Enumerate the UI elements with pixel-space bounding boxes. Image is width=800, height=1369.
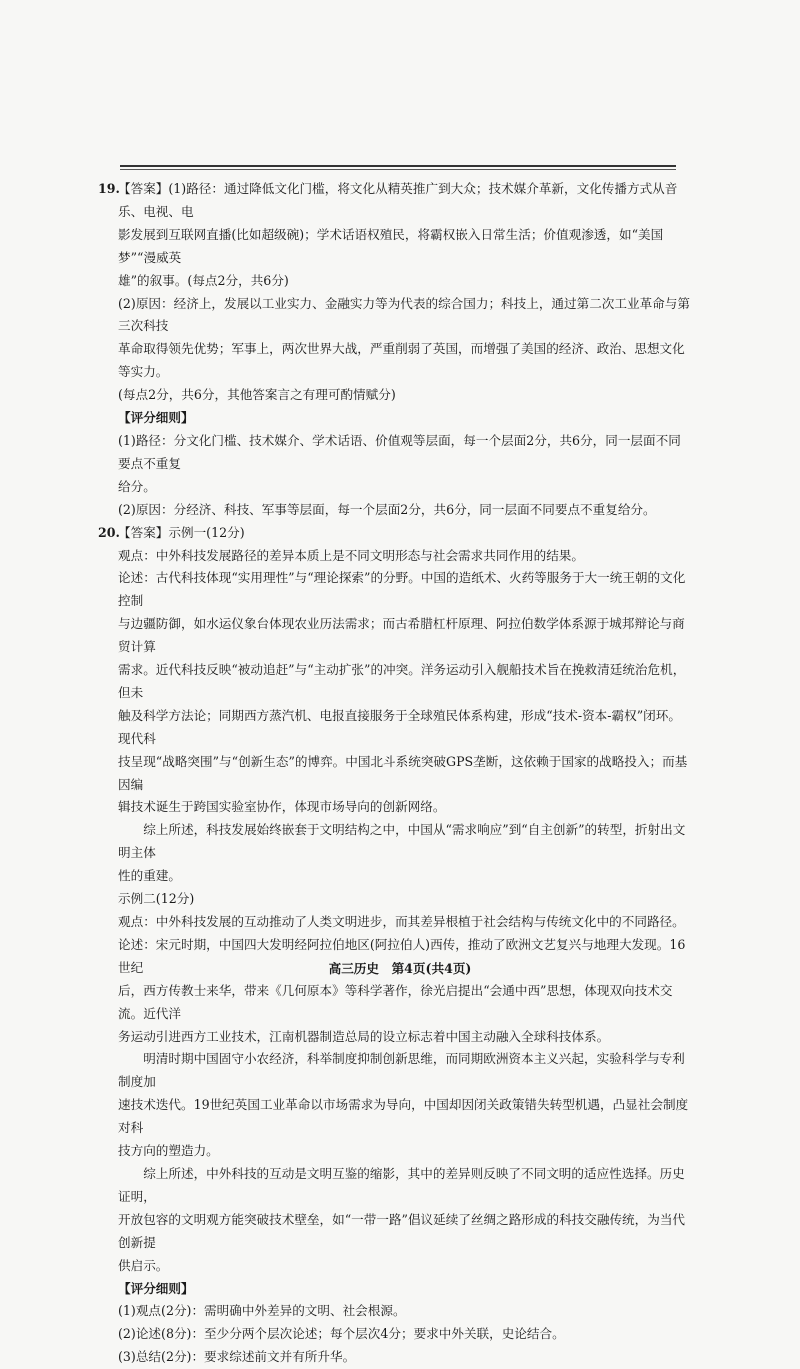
- page-footer: 高三历史 第4页(共4页): [328, 961, 472, 976]
- q20-ex2-summary-line-2: 开放包容的文明观方能突破技术壁垒，如“一带一路”倡议延续了丝绸之路形成的科技交融传统，为当代创新提: [118, 1211, 686, 1250]
- question-19: [98, 178, 690, 522]
- q20-ex1-summary-line-2: 性的重建。: [118, 868, 181, 884]
- q20-ex2-view: 观点：中外科技发展的互动推动了人类文明进步，而其差异根植于社会结构与传统文化中的不同路径。: [118, 914, 685, 929]
- q20-ex2-arg-line-3: 务运动引进西方工业技术，江南机器制造总局的设立标志着中国主动融入全球科技体系。: [118, 1028, 610, 1044]
- q20-ex2-arg-line-1: 论述：宋元时期，中国四大发明经阿拉伯地区(阿拉伯人)西传，推动了欧洲文艺复兴与地理大发现。16世纪: [118, 936, 686, 975]
- q20-number: 20.: [98, 524, 120, 540]
- q19-answer2-line-1: (2)原因：经济上，发展以工业实力、金融实力等为代表的综合国力；科技上，通过第二次工业革命与第三次科技: [118, 295, 690, 334]
- q20-ex2-summary-line-1: 综上所述，中外科技的互动是文明互鉴的缩影，其中的差异则反映了不同文明的适应性选择。历史证明，: [118, 1165, 685, 1204]
- q19-rubric1-line-2: 给分。: [118, 478, 156, 494]
- q20-ex1-arg-line-5: 技呈现“战略突围”与“创新生态”的博弈。中国北斗系统突破GPS垄断，这依赖于国家的战略投入；而基因编: [118, 753, 688, 792]
- question-20: [98, 522, 690, 1369]
- q19-answer-line-3: 雄”的叙事。(每点2分，共6分): [118, 272, 289, 288]
- q19-answer2-line-2: 革命取得领先优势；军事上，两次世界大战，严重削弱了英国，而增强了美国的经济、政治、思想文化等实力。: [118, 341, 685, 380]
- q20-ex2-arg-line-2: 后，西方传教士来华，带来《几何原本》等科学著作，徐光启提出“会通中西”思想，体现双向技术交流。近代洋: [118, 982, 673, 1021]
- q20-ex2-p2-line-2: 速技术迭代。19世纪英国工业革命以市场需求为导向，中国却因闭关政策错失转型机遇，凸显社会制度对科: [118, 1097, 689, 1136]
- q20-rubric3: (3)总结(2分)：要求综述前文并有所升华。: [118, 1349, 356, 1365]
- q19-answer-line-2: 影发展到互联网直播(比如超级碗)；学术话语权殖民，将霸权嵌入日常生活；价值观渗透，如“美国梦”“漫威英: [118, 226, 664, 265]
- q20-ex1-arg-line-2: 与边疆防御，如水运仪象台体现农业历法需求；而古希腊杠杆原理、阿拉伯数学体系源于城邦辩论与商贸计算: [118, 616, 685, 655]
- top-rule-thin: [120, 169, 676, 170]
- q20-ex1-view: 观点：中外科技发展路径的差异本质上是不同文明形态与社会需求共同作用的结果。: [118, 547, 584, 563]
- q20-answer-title: 【答案】示例一(12分): [118, 524, 245, 540]
- q19-answer2-line-3: (每点2分，共6分，其他答案言之有理可酌情赋分): [118, 387, 396, 403]
- q19-answer-line-1: 【答案】(1)路径：通过降低文化门槛，将文化从精英推广到大众；技术媒介革新，文化传播方式从音乐、电视、电: [118, 181, 678, 219]
- top-rule: [120, 165, 676, 167]
- q20-ex1-arg-line-6: 辑技术诞生于跨国实验室协作，体现市场导向的创新网络。: [118, 799, 446, 815]
- q19-number: 19.: [98, 181, 120, 196]
- q20-ex1-summary-line-1: 综上所述，科技发展始终嵌套于文明结构之中，中国从“需求响应”到“自主创新”的转型，折射出文明主体: [118, 822, 686, 861]
- q20-ex2-title: 示例二(12分): [118, 891, 195, 907]
- q20-ex1-arg-line-3: 需求。近代科技反映“被动追赶”与“主动扩张”的冲突。洋务运动引入舰船技术旨在挽救清廷统治危机，但未: [118, 662, 686, 700]
- q20-ex1-arg-line-1: 论述：古代科技体现“实用理性”与“理论探索”的分野。中国的造纸术、火药等服务于大一统王朝的文化控制: [118, 570, 686, 609]
- q20-ex2-p2-line-1: 明清时期中国固守小农经济，科举制度抑制创新思维，而同期欧洲资本主义兴起，实验科学与专利制度加: [118, 1051, 685, 1090]
- q20-rubric-title: 【评分细则】: [118, 1280, 194, 1296]
- q19-rubric1-line-1: (1)路径：分文化门槛、技术媒介、学术话语、价值观等层面，每一个层面2分，共6分，同一层面不同要点不重复: [118, 432, 681, 471]
- q20-rubric2: (2)论述(8分)：至少分两个层次论述；每个层次4分；要求中外关联，史论结合。: [118, 1326, 565, 1342]
- q20-ex1-arg-line-4: 触及科学方法论；同期西方蒸汽机、电报直接服务于全球殖民体系构建，形成“技术-资本-霸权”闭环。现代科: [118, 707, 681, 746]
- q19-rubric2: (2)原因：分经济、科技、军事等层面，每一个层面2分，共6分，同一层面不同要点不重复给分。: [118, 501, 656, 517]
- q20-rubric1: (1)观点(2分)：需明确中外差异的文明、社会根源。: [118, 1303, 406, 1319]
- q20-ex2-summary-line-3: 供启示。: [118, 1257, 169, 1273]
- answer-content: [98, 178, 690, 1369]
- q19-rubric-title: 【评分细则】: [118, 410, 194, 426]
- q20-ex2-p2-line-3: 技方向的塑造力。: [118, 1143, 219, 1159]
